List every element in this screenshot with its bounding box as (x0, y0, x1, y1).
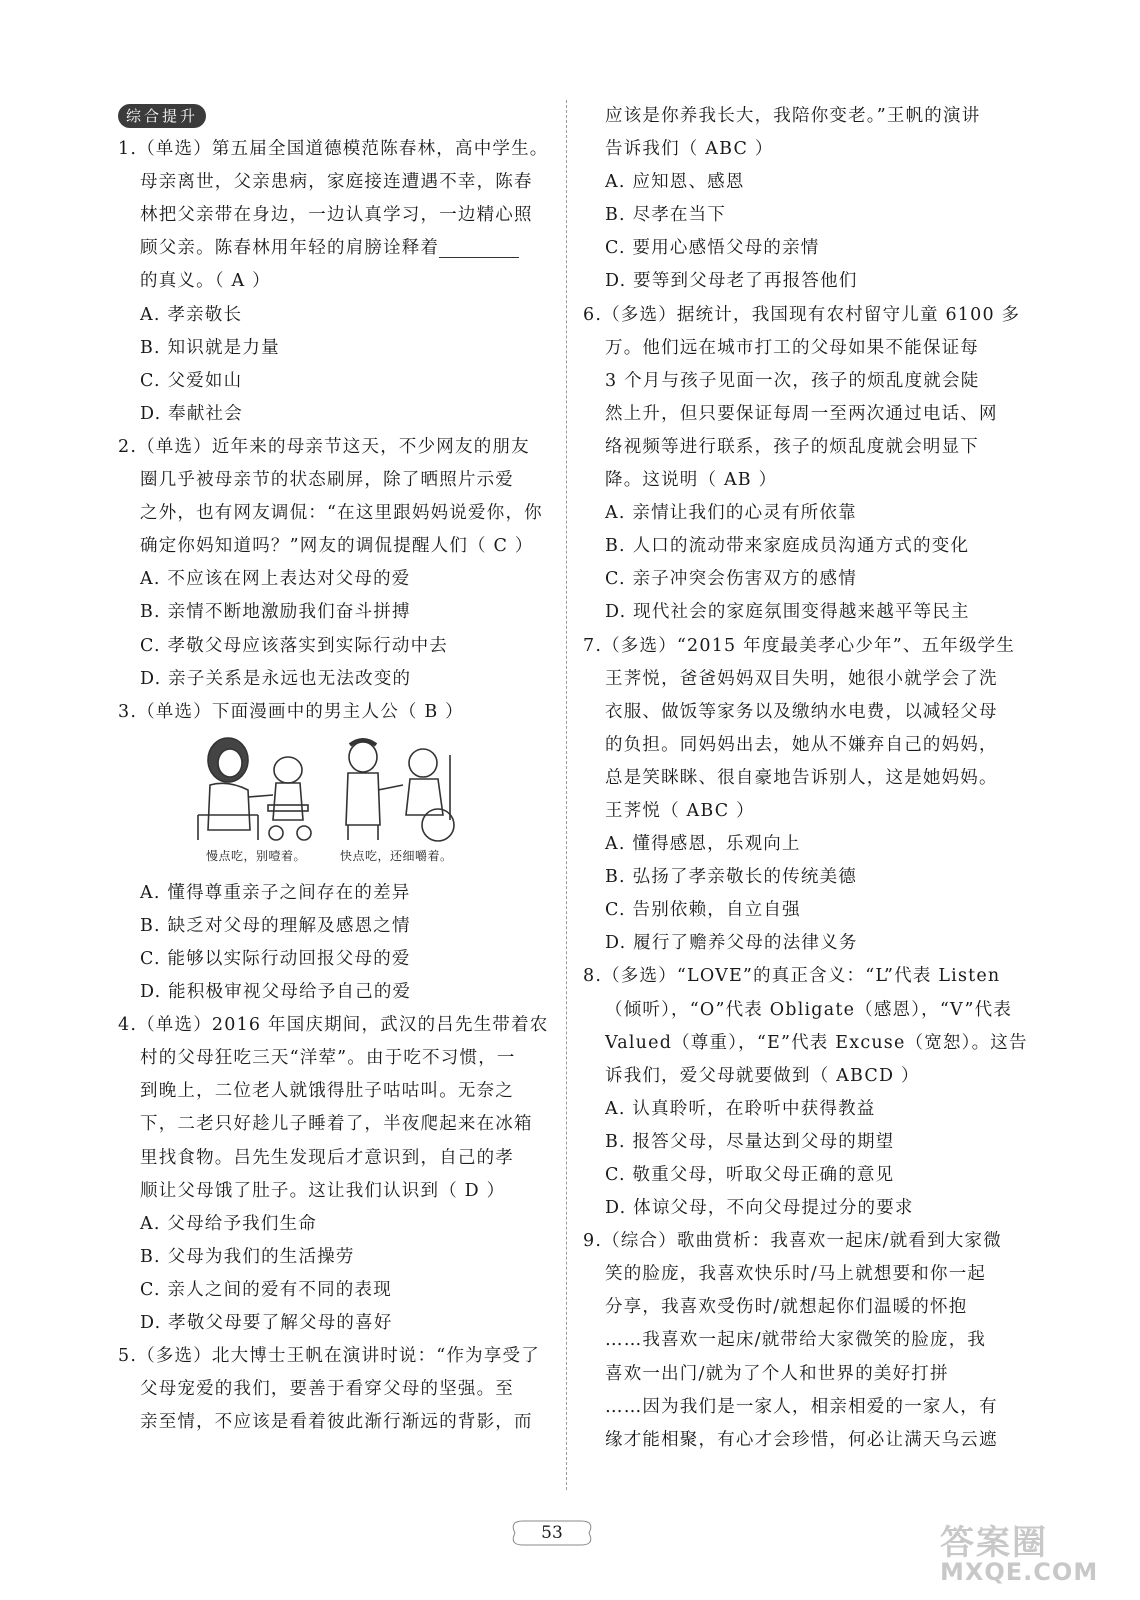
watermark-text: 答案圈 (940, 1523, 1048, 1563)
answer-option: C. 孝敬父母应该落实到实际行动中去 (140, 635, 448, 656)
text-line: 分享，我喜欢受伤时/就想起你们温暖的怀抱 (605, 1297, 968, 1318)
text-line: Valued（尊重），“E”代表 Excuse（宽恕）。这告 (605, 1032, 1028, 1053)
text-line: 络视频等进行联系，孩子的烦乱度就会明显下 (605, 436, 979, 457)
text-line: 圈几乎被母亲节的状态刷屏，除了晒照片示爱 (140, 470, 514, 491)
comic-caption-right: 快点吃，还细嚼着。 (340, 848, 453, 863)
answer-option: A. 懂得尊重亲子之间存在的差异 (140, 882, 411, 903)
answer-option: D. 孝敬父母要了解父母的喜好 (140, 1313, 393, 1333)
section-header (118, 100, 550, 133)
text-line: 喜欢一出门/就为了个人和世界的美好打拼 (605, 1363, 949, 1384)
answer-option: C. 告别依赖，自立自强 (605, 900, 801, 921)
answer-option: C. 父爱如山 (140, 370, 243, 391)
answer-option: A. 父母给予我们生命 (140, 1213, 317, 1234)
text-line: 母亲离世，父亲患病，家庭接连遭遇不幸，陈春 (140, 172, 533, 193)
text-line: 的负担。同妈妈出去，她从不嫌弃自己的妈妈， (605, 734, 998, 755)
question-stem: 7.（多选）“2015 年度最美孝心少年”、五年级学生 (583, 635, 1016, 656)
answer-option: A. 懂得感恩，乐观向上 (605, 834, 801, 855)
answer-option: B. 亲情不断地激励我们奋斗拼搏 (140, 602, 411, 623)
answer-option: A. 孝亲敬长 (140, 304, 243, 325)
answer-option: C. 能够以实际行动回报父母的爱 (140, 948, 411, 969)
page-number-text: 53 (541, 1523, 563, 1543)
text-line: 顾父亲。陈春林用年轻的肩膀诠释着 (118, 232, 550, 265)
text-line: 顺让父母饿了肚子。这让我们认识到（ D ） (140, 1180, 506, 1201)
text-line: 衣服、做饭等家务以及缴纳水电费，以减轻父母 (605, 701, 998, 722)
text-line: 总是笑眯眯、很自豪地告诉别人，这是她妈妈。 (605, 767, 998, 788)
text-line: 之外，也有网友调侃：“在这里跟妈妈说爱你，你 (140, 503, 543, 524)
answer-option: B. 父母为我们的生活操劳 (140, 1246, 355, 1267)
text-line: 父母宠爱的我们，要善于看穿父母的坚强。至 (140, 1379, 514, 1400)
answer-option: A. 认真聆听，在聆听中获得教益 (605, 1098, 876, 1119)
question-stem: 5.（多选）北大博士王帆在演讲时说：“作为享受了 (118, 1346, 540, 1367)
text-line: 缘才能相聚，有心才会珍惜，何必让满天乌云遮 (605, 1429, 998, 1450)
text-line: 村的父母狂吃三天“洋荤”。由于吃不习惯，一 (140, 1048, 516, 1069)
question-stem: 9.（综合）歌曲赏析：我喜欢一起床/就看到大家微 (583, 1231, 1002, 1252)
text-line: 确定你妈知道吗？”网友的调侃提醒人们（ C ） (140, 536, 534, 557)
comic-drawing (188, 735, 478, 845)
question-stem: 3.（单选）下面漫画中的男主人公（ B ） (118, 701, 464, 722)
text-line: 3 个月与孩子见面一次，孩子的烦乱度就会陡 (605, 370, 980, 391)
question-stem: 1.（单选）第五届全国道德模范陈春林，高中学生。 (118, 139, 549, 160)
text-line: 应该是你养我长大，我陪你变老。”王帆的演讲 (605, 106, 981, 126)
answer-option: B. 弘扬了孝亲敬长的传统美德 (605, 867, 857, 888)
text-line: （倾听），“O”代表 Obligate（感恩），“V”代表 (605, 999, 1013, 1020)
text-line: ……因为我们是一家人，相亲相爱的一家人，有 (605, 1396, 998, 1417)
answer-option: A. 亲情让我们的心灵有所依靠 (605, 503, 857, 524)
answer-option: D. 履行了赡养父母的法律义务 (605, 933, 858, 954)
answer-option: D. 能积极审视父母给予自己的爱 (140, 982, 412, 1003)
text-line: 里找食物。吕先生发现后才意识到，自己的孝 (140, 1147, 514, 1168)
comic-illustration (118, 735, 550, 871)
answer-option: A. 不应该在网上表达对父母的爱 (140, 569, 411, 590)
column-divider (566, 100, 567, 1490)
question-stem: 4.（单选）2016 年国庆期间，武汉的吕先生带着农 (118, 1015, 549, 1036)
text-line: 笑的脸庞，我喜欢快乐时/马上就想要和你一起 (605, 1264, 987, 1285)
answer-option: C. 亲子冲突会伤害双方的感情 (605, 569, 857, 590)
fill-in-blank (439, 239, 519, 258)
text-line: 的真义。（ A ） (140, 271, 271, 292)
answer-option: B. 缺乏对父母的理解及感恩之情 (140, 915, 411, 936)
text-line: 诉我们，爱父母就要做到（ ABCD ） (605, 1065, 920, 1086)
page-number (507, 1515, 597, 1551)
answer-option: D. 亲子关系是永远也无法改变的 (140, 668, 412, 689)
text-line: 亲至情，不应该是看着彼此渐行渐远的背影，而 (140, 1412, 533, 1433)
text-line: 王荠悦，爸爸妈妈双目失明，她很小就学会了洗 (605, 668, 998, 689)
answer-option: D. 体谅父母，不向父母提过分的要求 (605, 1198, 914, 1219)
text-line: 告诉我们（ ABC ） (605, 139, 774, 160)
text-line: ……我喜欢一起床/就带给大家微笑的脸庞，我 (605, 1330, 987, 1351)
answer-option: B. 知识就是力量 (140, 337, 280, 358)
question-stem: 2.（单选）近年来的母亲节这天，不少网友的朋友 (118, 436, 530, 457)
watermark-url: MXQE.COM (940, 1558, 1099, 1586)
comic-caption-left: 慢点吃，别噎着。 (206, 848, 307, 863)
section-badge: 综合提升 (118, 104, 206, 128)
answer-option: D. 现代社会的家庭氛围变得越来越平等民主 (605, 602, 970, 623)
text-line: 下，二老只好趁儿子睡着了，半夜爬起来在冰箱 (140, 1114, 533, 1135)
text-line: 降。这说明（ AB ） (605, 470, 778, 491)
answer-option: C. 要用心感悟父母的亲情 (605, 238, 820, 259)
watermark-logo (940, 1515, 1120, 1595)
question-stem: 8.（多选）“LOVE”的真正含义：“L”代表 Listen (583, 966, 1001, 987)
question-stem: 6.（多选）据统计，我国现有农村留守儿童 6100 多 (583, 304, 1021, 325)
text-line: 然上升，但只要保证每周一至两次通过电话、网 (605, 403, 998, 424)
text-line: 万。他们远在城市打工的父母如果不能保证每 (605, 337, 979, 358)
left-column (118, 100, 550, 1439)
text-line: 王荠悦（ ABC ） (605, 800, 755, 821)
answer-option: C. 亲人之间的爱有不同的表现 (140, 1279, 392, 1300)
answer-option: B. 尽孝在当下 (605, 205, 727, 226)
answer-option: B. 报答父母，尽量达到父母的期望 (605, 1131, 895, 1152)
text-line: 到晚上，二位老人就饿得肚子咕咕叫。无奈之 (140, 1081, 514, 1102)
right-column (583, 100, 1028, 1457)
answer-option: C. 敬重父母，听取父母正确的意见 (605, 1165, 895, 1185)
answer-option: A. 应知恩、感恩 (605, 172, 745, 193)
text-line: 林把父亲带在身边，一边认真学习，一边精心照 (140, 205, 533, 226)
answer-option: B. 人口的流动带来家庭成员沟通方式的变化 (605, 536, 970, 557)
answer-option: D. 要等到父母老了再报答他们 (605, 271, 858, 292)
answer-option: D. 奉献社会 (140, 403, 243, 424)
